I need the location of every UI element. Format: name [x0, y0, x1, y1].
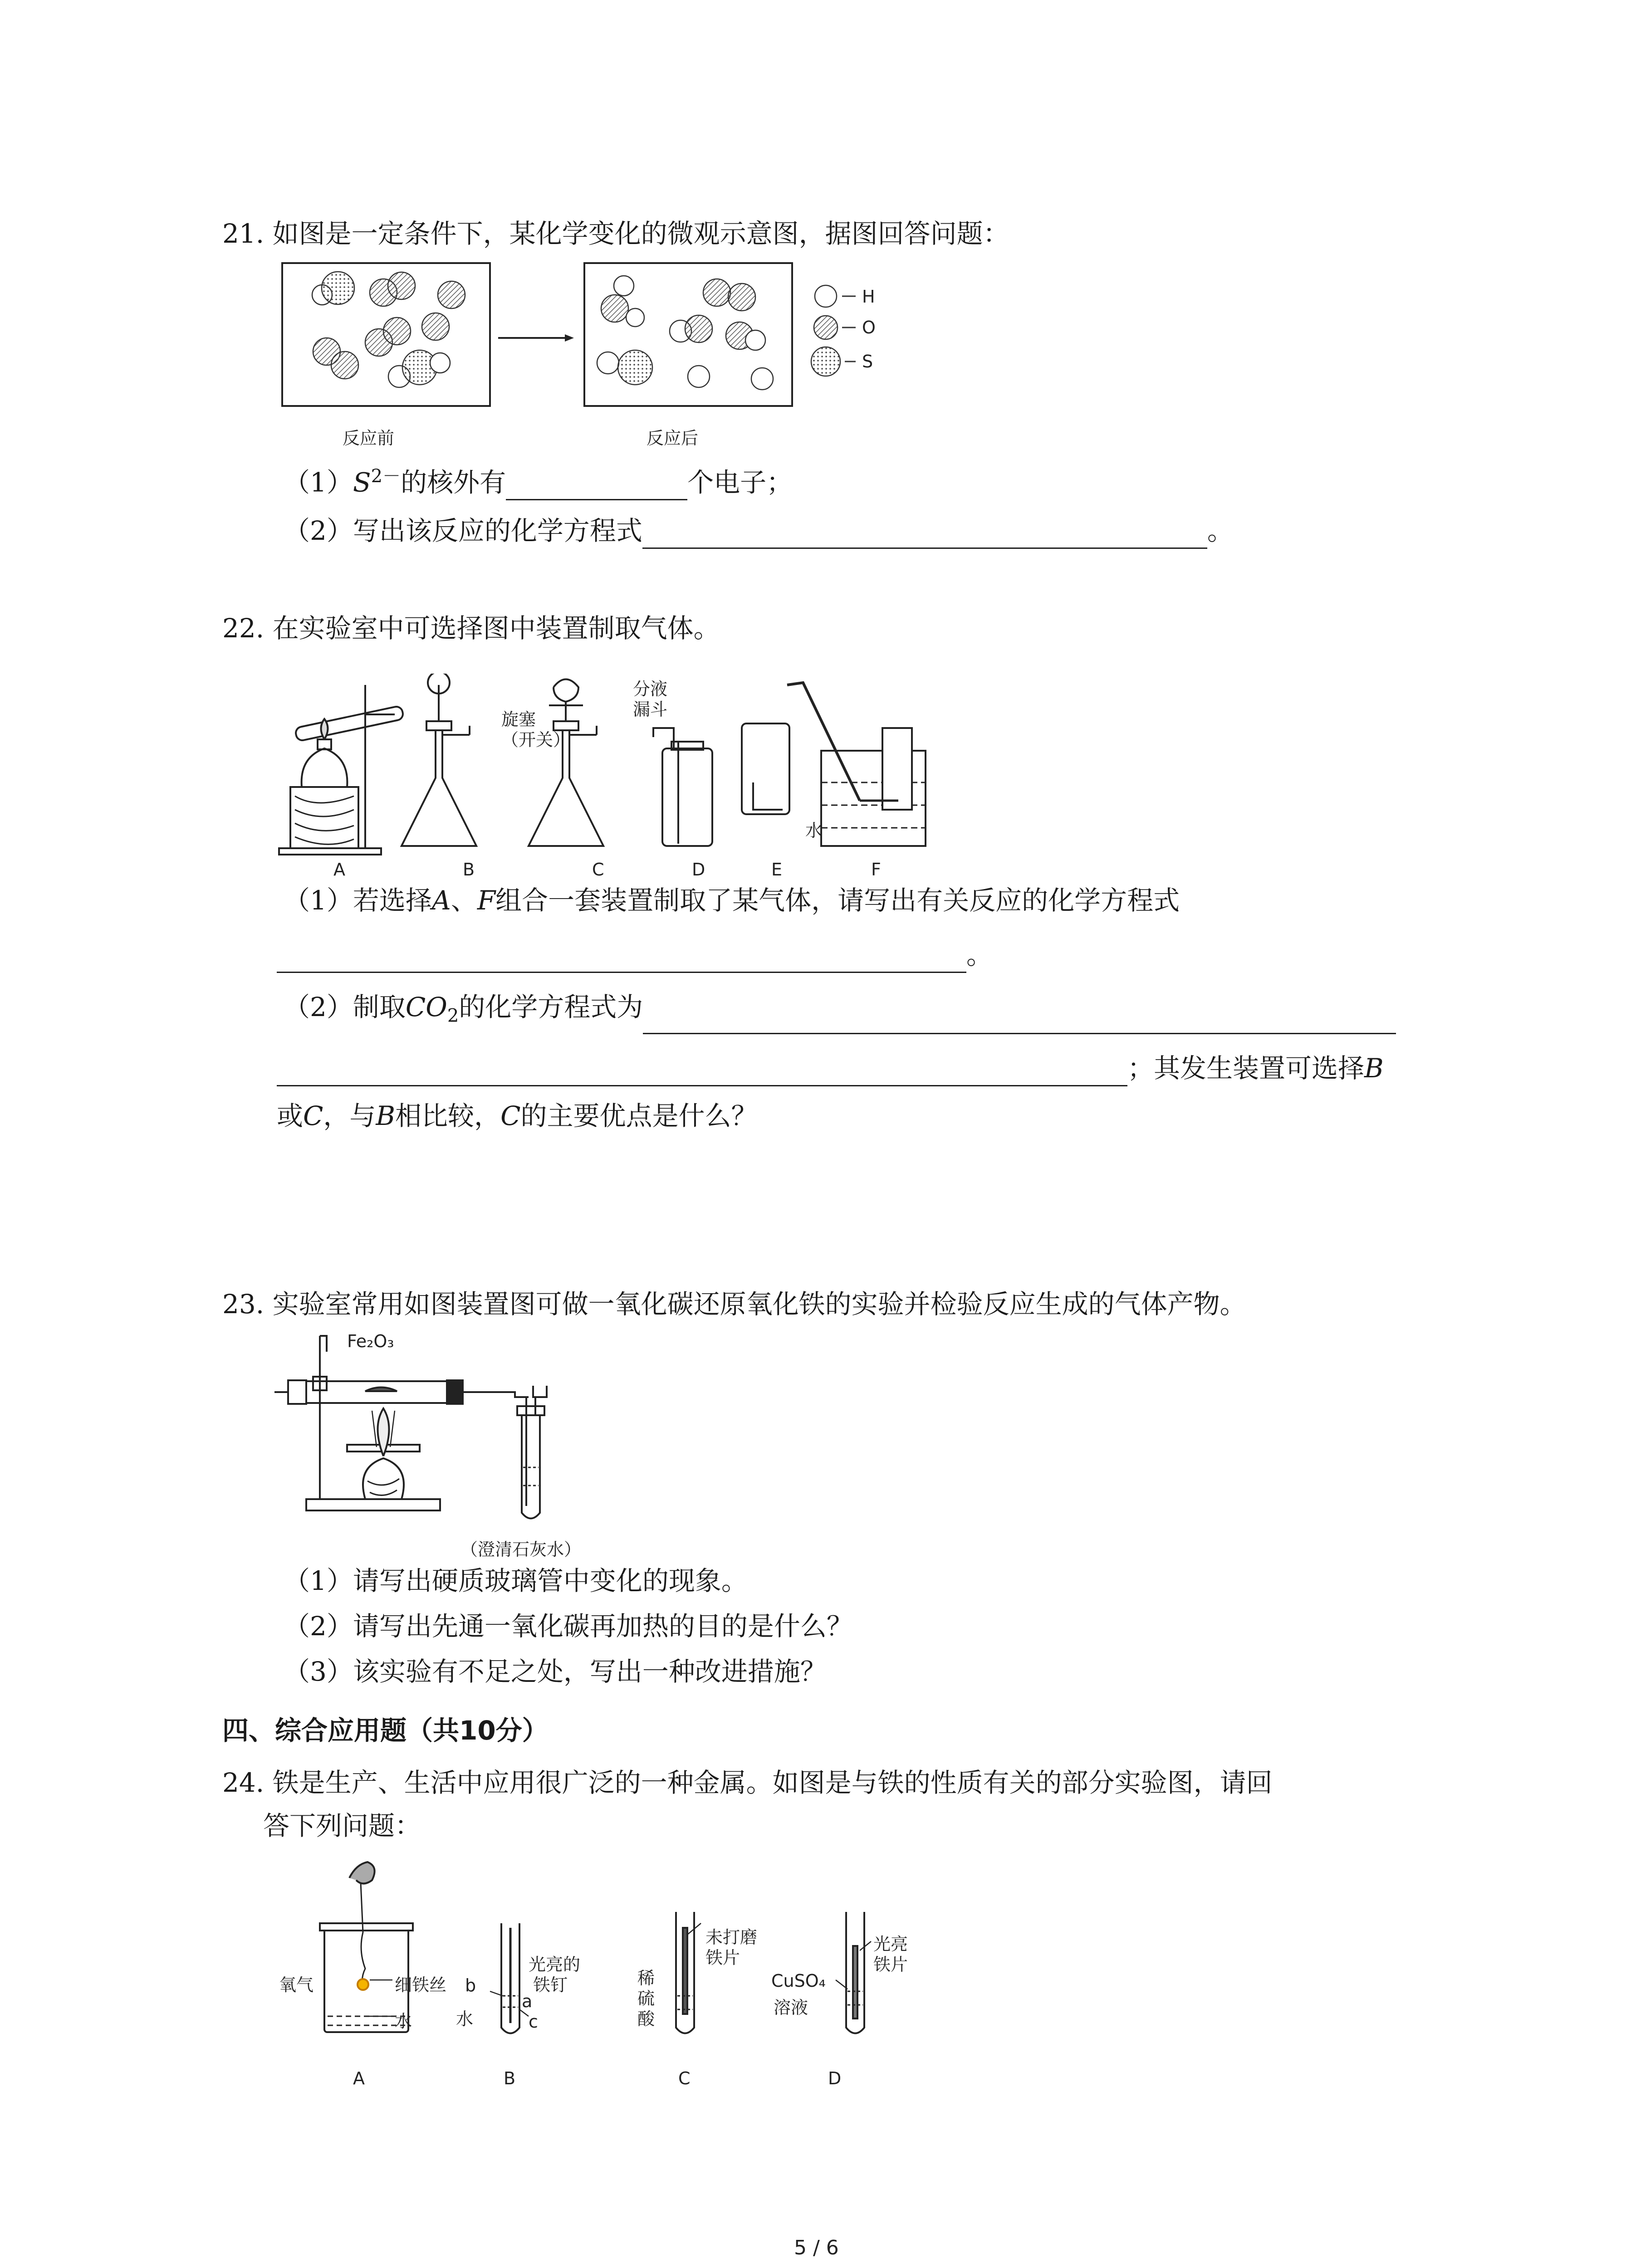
b-nail-label-1: 光亮的 [529, 1955, 581, 1975]
q24-label-a: A [353, 2068, 365, 2088]
d-cuso4-label: CuSO₄ [771, 1971, 826, 1991]
q21-stem: 21. 如图是一定条件下，某化学变化的微观示意图，据图回答问题： [222, 218, 1009, 249]
q21-micro-diagram [281, 261, 916, 415]
c-acid-label-3: 酸 [637, 2009, 655, 2029]
q21-part2: （2）写出该反应的化学方程式 。 [284, 513, 1234, 549]
q24-apparatus-diagram [277, 1860, 935, 2050]
c-acid-label-1: 稀 [637, 1968, 655, 1988]
section-4-heading: 四、综合应用题（共10分） [222, 1715, 549, 1746]
q23-part1: （1）请写出硬质玻璃管中变化的现象。 [284, 1565, 748, 1596]
legend-o-label: O [862, 318, 876, 337]
q23-apparatus-diagram [274, 1331, 583, 1531]
legend-h-label: H [862, 287, 875, 307]
funnel-label-1: 分液 [633, 679, 668, 699]
apparatus-label-d: D [692, 860, 705, 880]
q24-stem-line1: 24. 铁是生产、生活中应用很广泛的一种金属。如图是与铁的性质有关的部分实验图，请回 [222, 1767, 1273, 1798]
valve-label-1: 旋塞 [501, 709, 536, 729]
page-number: 5 / 6 [794, 2236, 839, 2259]
funnel-label-2: 漏斗 [633, 699, 668, 719]
q22-blank-1[interactable] [277, 944, 966, 973]
apparatus-label-e: E [771, 860, 783, 880]
legend-s-label: S [862, 352, 873, 371]
apparatus-label-f: F [871, 860, 881, 880]
b-c-label: c [529, 2012, 538, 2032]
apparatus-label-b: B [463, 860, 475, 880]
legend-s-atom [811, 347, 840, 376]
q24-stem-line2: 答下列问题： [263, 1810, 421, 1841]
a-water-label: 水 [395, 2011, 412, 2031]
valve-label-2: （开关） [501, 730, 571, 750]
after-label: 反应后 [647, 428, 699, 448]
q21-blank-1[interactable] [506, 472, 687, 500]
fe2o3-label: Fe₂O₃ [347, 1331, 394, 1351]
a-oxygen-label: 氧气 [279, 1975, 314, 1995]
q22-part1: （1）若选择A、F组合一套装置制取了某气体，请写出有关反应的化学方程式 [284, 885, 1180, 916]
apparatus-label-c: C [592, 860, 604, 880]
trough-water-label: 水 [805, 821, 823, 841]
q24-label-c: C [678, 2068, 691, 2088]
d-sheet-label-1: 光亮 [873, 1934, 908, 1954]
q21-blank-2[interactable] [642, 520, 1207, 549]
d-sheet-label-2: 铁片 [873, 1955, 908, 1975]
q22-blank-2[interactable] [643, 1006, 1396, 1034]
q22-blank-3[interactable] [277, 1058, 1127, 1086]
q22-stem: 22. 在实验室中可选择图中装置制取气体。 [222, 613, 720, 644]
b-nail-label-2: 铁钉 [533, 1975, 568, 1995]
q23-stem: 23. 实验室常用如图装置图可做一氧化碳还原氧化铁的实验并检验反应生成的气体产物。 [222, 1289, 1246, 1320]
q22-part2: （2）制取$CO_2$的化学方程式为 [284, 989, 1396, 1034]
b-a-label: a [522, 1991, 533, 2011]
q24-label-b: B [504, 2068, 516, 2088]
c-acid-label-2: 硫 [637, 1989, 655, 2009]
c-sheet-label-2: 铁片 [705, 1948, 740, 1968]
apparatus-label-a: A [333, 860, 345, 880]
q24-label-d: D [828, 2068, 842, 2088]
before-label: 反应前 [343, 428, 395, 448]
legend-o-atom [814, 316, 838, 339]
legend-h-atom [815, 285, 837, 307]
b-b-label: b [465, 1975, 476, 1995]
d-solution-label: 溶液 [774, 1998, 808, 2018]
q22-part3: 或C，与B相比较，C的主要优点是什么？ [277, 1100, 758, 1131]
c-sheet-label-1: 未打磨 [705, 1927, 758, 1947]
q22-part2-line2: ；其发生装置可选择B [277, 1050, 1384, 1086]
q23-part2: （2）请写出先通一氧化碳再加热的目的是什么？ [284, 1611, 853, 1642]
q21-part1: $(1)S^{2-}$的核外有 个电子； [284, 458, 793, 500]
q22-part1-answer-line: 。 [277, 937, 993, 973]
limewater-label: （澄清石灰水） [460, 1540, 582, 1559]
q23-part3: （3）该实验有不足之处，写出一种改进措施？ [284, 1656, 827, 1687]
b-water-label: 水 [456, 2009, 474, 2029]
a-wire-label: 细铁丝 [395, 1975, 447, 1995]
